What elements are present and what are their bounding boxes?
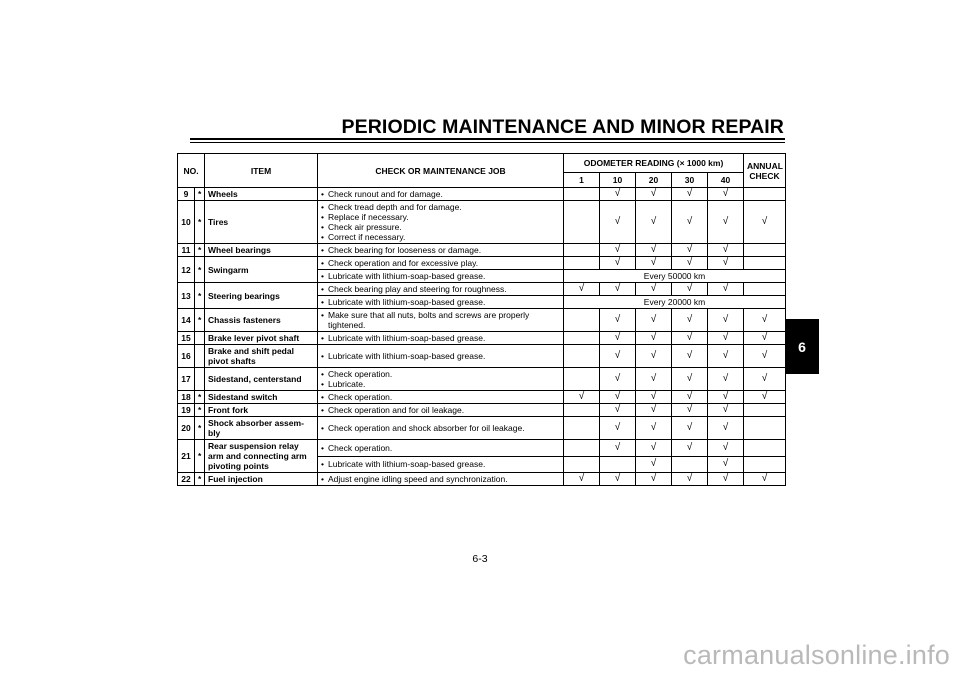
row-star-mark: * [195,257,205,283]
check-mark-cell: √ [672,309,708,332]
row-number: 22 [178,473,195,486]
check-mark-cell: √ [708,309,744,332]
check-mark-cell: √ [600,257,636,270]
table-row [178,309,786,332]
row-job [318,368,564,391]
row-number: 15 [178,332,195,345]
job-line: • Adjust engine idling speed and synchronization. [321,474,560,484]
check-mark-cell: √ [708,473,744,486]
check-mark-cell: √ [636,456,672,473]
check-mark-cell: √ [600,417,636,440]
table-row [178,417,786,440]
check-mark-cell: √ [600,345,636,368]
check-mark-cell: √ [636,257,672,270]
check-mark-cell: √ [600,391,636,404]
job-list [321,189,560,199]
header-item: ITEM [205,154,318,188]
row-item: Tires [205,201,318,244]
check-mark-cell [564,188,600,201]
job-line: • Lubricate with lithium-soap-based grease. [321,271,560,281]
check-mark-cell: √ [636,309,672,332]
header-job: CHECK OR MAINTENANCE JOB [318,154,564,188]
row-job [318,473,564,486]
job-line: • Replace if necessary. [321,212,560,222]
check-mark-cell: √ [600,244,636,257]
row-star-mark: * [195,188,205,201]
maintenance-table [177,153,786,486]
job-list [321,423,560,433]
check-mark-cell: √ [744,345,786,368]
job-line: • Lubricate with lithium-soap-based grease. [321,333,560,343]
check-mark-cell: √ [708,440,744,457]
job-line: • Check bearing play and steering for roughness. [321,284,560,294]
check-mark-cell: √ [708,188,744,201]
row-item: Sidestand, centerstand [205,368,318,391]
row-star-mark [195,332,205,345]
header-annual: ANNUAL CHECK [744,154,786,188]
table-row [178,391,786,404]
header-odo-30: 30 [672,173,708,188]
check-mark-cell: √ [600,404,636,417]
row-job [318,244,564,257]
row-item: Fuel injection [205,473,318,486]
check-mark-cell: √ [600,368,636,391]
row-item: Front fork [205,404,318,417]
check-mark-cell [564,332,600,345]
job-line: • Check operation and for excessive play. [321,258,560,268]
row-job [318,296,564,309]
check-mark-cell: √ [672,188,708,201]
table-row [178,440,786,457]
check-mark-cell: √ [600,201,636,244]
check-mark-cell [744,244,786,257]
job-list [321,351,560,361]
row-item: Chassis fasteners [205,309,318,332]
check-mark-cell: √ [672,345,708,368]
job-list [321,369,560,389]
interval-span: Every 50000 km [564,270,786,283]
check-mark-cell: √ [600,440,636,457]
check-mark-cell: √ [744,368,786,391]
row-number: 10 [178,201,195,244]
check-mark-cell [744,440,786,457]
table-row [178,257,786,270]
row-star-mark: * [195,473,205,486]
header-odo-10: 10 [600,173,636,188]
check-mark-cell [672,456,708,473]
row-item: Brake and shift pedal pivot shafts [205,345,318,368]
table-row [178,188,786,201]
header-odo-1: 1 [564,173,600,188]
check-mark-cell [744,188,786,201]
check-mark-cell: √ [672,244,708,257]
check-mark-cell [744,456,786,473]
table-row [178,404,786,417]
header-odometer: ODOMETER READING (× 1000 km) [564,154,744,173]
check-mark-cell: √ [744,332,786,345]
check-mark-cell [564,368,600,391]
check-mark-cell [564,456,600,473]
page-number: 6-3 [472,553,488,565]
row-item: Swingarm [205,257,318,283]
interval-span: Every 20000 km [564,296,786,309]
row-item: Shock absorber assem- bly [205,417,318,440]
chapter-tab: 6 [785,319,819,374]
row-item: Brake lever pivot shaft [205,332,318,345]
check-mark-cell: √ [636,368,672,391]
job-line: • Check operation. [321,392,560,402]
job-line: • Lubricate with lithium-soap-based grease. [321,459,560,469]
job-line: • Check operation and for oil leakage. [321,405,560,415]
row-job [318,309,564,332]
watermark: carmanualsonline.info [683,640,950,670]
job-line: • Check operation. [321,369,560,379]
row-job [318,257,564,270]
job-line: • Lubricate with lithium-soap-based grease. [321,297,560,307]
table-row [178,345,786,368]
check-mark-cell: √ [636,283,672,296]
page-title: PERIODIC MAINTENANCE AND MINOR REPAIR [341,116,784,138]
check-mark-cell: √ [708,201,744,244]
job-line: • Check air pressure. [321,222,560,232]
check-mark-cell: √ [636,473,672,486]
header-odo-40: 40 [708,173,744,188]
row-number: 19 [178,404,195,417]
row-number: 12 [178,257,195,283]
check-mark-cell: √ [744,309,786,332]
check-mark-cell [564,345,600,368]
table-row [178,201,786,244]
row-star-mark: * [195,440,205,473]
job-line: • Lubricate with lithium-soap-based grease. [321,351,560,361]
check-mark-cell [744,257,786,270]
check-mark-cell [564,404,600,417]
row-star-mark: * [195,244,205,257]
check-mark-cell [564,244,600,257]
job-list [321,271,560,281]
check-mark-cell: √ [672,257,708,270]
check-mark-cell: √ [636,244,672,257]
job-list [321,284,560,294]
check-mark-cell [600,456,636,473]
table-row [178,244,786,257]
job-list [321,459,560,469]
check-mark-cell: √ [672,201,708,244]
job-list [321,258,560,268]
check-mark-cell: √ [744,201,786,244]
job-list [321,297,560,307]
job-list [321,474,560,484]
job-list [321,333,560,343]
row-star-mark: * [195,201,205,244]
table-row [178,368,786,391]
check-mark-cell: √ [708,404,744,417]
table-row [178,473,786,486]
check-mark-cell: √ [600,473,636,486]
check-mark-cell [564,257,600,270]
check-mark-cell: √ [636,332,672,345]
row-number: 21 [178,440,195,473]
check-mark-cell: √ [600,283,636,296]
check-mark-cell: √ [708,391,744,404]
check-mark-cell: √ [708,257,744,270]
check-mark-cell: √ [636,391,672,404]
check-mark-cell: √ [600,188,636,201]
row-number: 16 [178,345,195,368]
table-row [178,332,786,345]
table-body [178,188,786,486]
check-mark-cell [564,309,600,332]
check-mark-cell: √ [672,440,708,457]
row-item: Sidestand switch [205,391,318,404]
row-star-mark: * [195,391,205,404]
check-mark-cell [564,417,600,440]
job-line: • Make sure that all nuts, bolts and screws are properly tightened. [321,310,560,330]
check-mark-cell: √ [636,404,672,417]
row-job [318,283,564,296]
check-mark-cell: √ [744,391,786,404]
check-mark-cell: √ [672,368,708,391]
check-mark-cell [744,404,786,417]
row-job [318,345,564,368]
check-mark-cell: √ [564,473,600,486]
title-rule-thin [190,142,785,143]
check-mark-cell: √ [672,283,708,296]
check-mark-cell: √ [564,283,600,296]
check-mark-cell: √ [636,345,672,368]
check-mark-cell: √ [600,332,636,345]
row-item: Wheel bearings [205,244,318,257]
row-number: 11 [178,244,195,257]
table-row [178,283,786,296]
job-line: • Correct if necessary. [321,232,560,242]
check-mark-cell: √ [708,332,744,345]
row-job [318,270,564,283]
check-mark-cell: √ [708,345,744,368]
check-mark-cell: √ [636,201,672,244]
row-item: Wheels [205,188,318,201]
row-job [318,404,564,417]
check-mark-cell: √ [672,404,708,417]
job-list [321,392,560,402]
job-list [321,443,560,453]
check-mark-cell: √ [708,417,744,440]
check-mark-cell [744,283,786,296]
row-number: 14 [178,309,195,332]
check-mark-cell: √ [672,332,708,345]
row-item: Rear suspension relay arm and connecting arm pivoting points [205,440,318,473]
header-no: NO. [178,154,205,188]
check-mark-cell: √ [636,440,672,457]
job-line: • Check runout and for damage. [321,189,560,199]
row-number: 9 [178,188,195,201]
job-line: • Check operation. [321,443,560,453]
row-job [318,391,564,404]
row-number: 20 [178,417,195,440]
header-odo-20: 20 [636,173,672,188]
job-line: • Check tread depth and for damage. [321,202,560,212]
row-item: Steering bearings [205,283,318,309]
row-job [318,456,564,473]
job-list [321,202,560,242]
row-star-mark: * [195,417,205,440]
check-mark-cell: √ [672,417,708,440]
check-mark-cell: √ [636,417,672,440]
row-job [318,440,564,457]
row-job [318,332,564,345]
check-mark-cell: √ [708,244,744,257]
row-star-mark [195,368,205,391]
row-number: 18 [178,391,195,404]
check-mark-cell: √ [744,473,786,486]
row-job [318,188,564,201]
check-mark-cell: √ [708,368,744,391]
check-mark-cell [744,417,786,440]
job-line: • Lubricate. [321,379,560,389]
title-rule [190,138,785,140]
row-star-mark [195,345,205,368]
row-number: 13 [178,283,195,309]
check-mark-cell [564,440,600,457]
job-line: • Check operation and shock absorber for oil leakage. [321,423,560,433]
job-list [321,310,560,330]
check-mark-cell: √ [636,188,672,201]
check-mark-cell: √ [708,456,744,473]
job-list [321,245,560,255]
check-mark-cell [564,201,600,244]
row-star-mark: * [195,283,205,309]
job-list [321,405,560,415]
row-job [318,201,564,244]
check-mark-cell: √ [564,391,600,404]
check-mark-cell: √ [672,391,708,404]
row-number: 17 [178,368,195,391]
row-star-mark: * [195,309,205,332]
job-line: • Check bearing for looseness or damage. [321,245,560,255]
row-job [318,417,564,440]
check-mark-cell: √ [708,283,744,296]
check-mark-cell: √ [600,309,636,332]
check-mark-cell: √ [672,473,708,486]
row-star-mark: * [195,404,205,417]
